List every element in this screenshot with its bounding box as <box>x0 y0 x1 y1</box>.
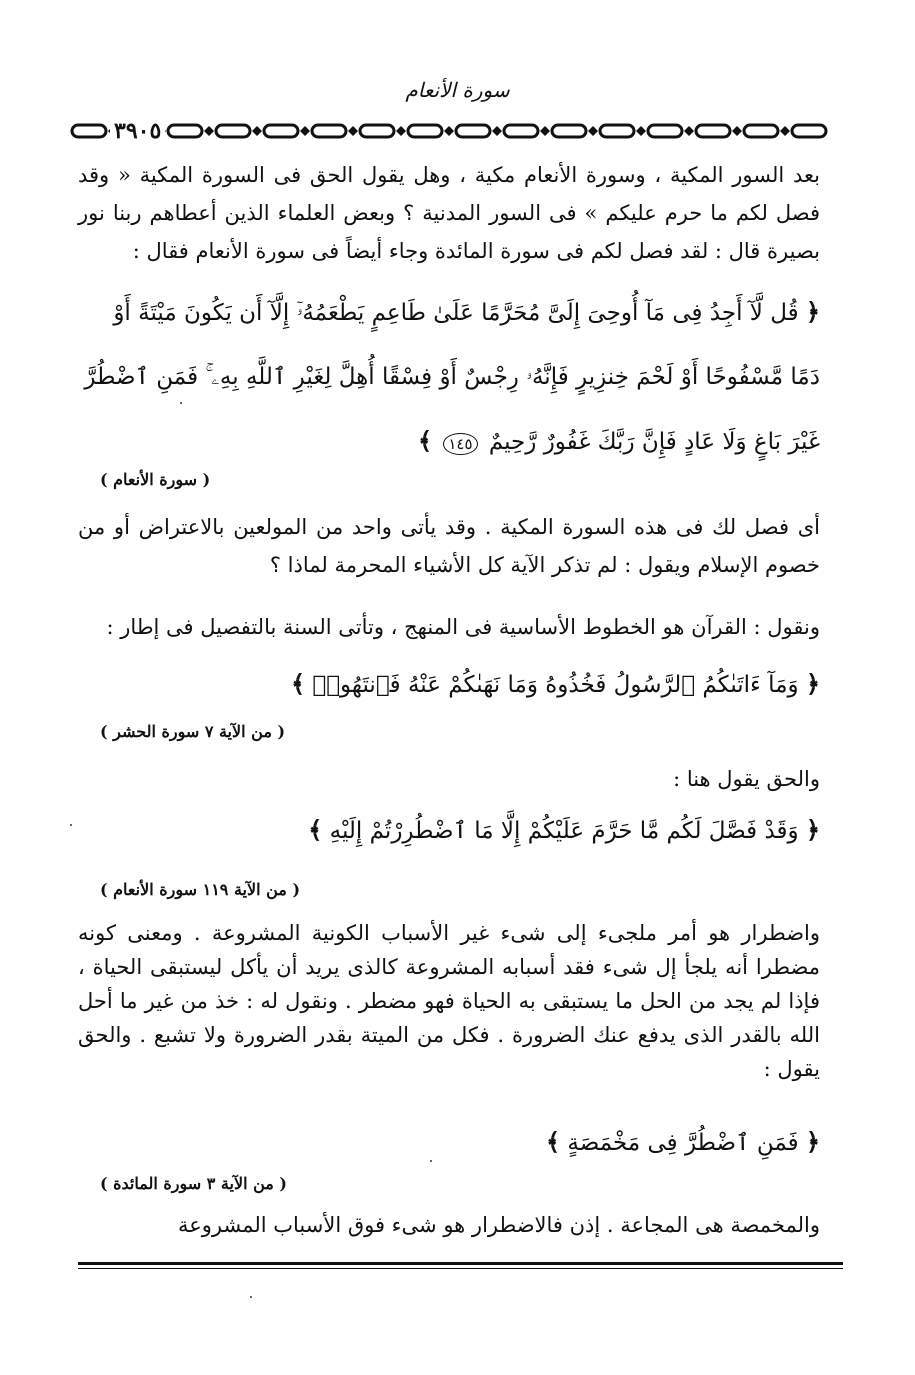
paragraph-4: والحق يقول هنا : <box>673 767 820 791</box>
quran-verse-4 <box>78 1122 820 1163</box>
ornament-link <box>600 125 634 137</box>
quran-verse-3 <box>78 810 820 851</box>
ornament-diamond <box>444 126 454 136</box>
verse-open-bracket: ﴿ <box>805 1127 820 1156</box>
ornament-diamond <box>588 126 598 136</box>
paragraph-6: والمخمصة هى المجاعة . إذن فالاضطرار هو شىء فوق الأسباب المشروعة <box>177 1213 820 1237</box>
verse-close-bracket: ﴾ <box>417 426 433 455</box>
verse-text: وَقَدْ فَصَّلَ لَكُم مَّا حَرَّمَ عَلَيْكُمْ إِلَّا مَا ٱضْطُرِرْتُمْ إِلَيْهِ <box>329 818 799 844</box>
verse-text: وَمَآ ءَاتَىٰكُمُ ٱلرَّسُولُ فَخُذُوهُ وَمَا نَهَىٰكُمْ عَنْهُ فَٱنتَهُوا۟ <box>312 672 799 698</box>
paragraph-2: أى فصل لك فى هذه السورة المكية . وقد يأتى واحد من المولعين بالاعتراض أو من خصوم الإسلام ويقول : لم تذكر الآية كل الأشياء المحرمة لماذا ؟ <box>78 515 820 577</box>
header-ornament-band <box>70 118 840 144</box>
ornament-link <box>456 125 490 137</box>
print-speck <box>180 402 182 404</box>
print-speck <box>430 1160 432 1162</box>
verse-close-bracket: ﴾ <box>291 669 306 698</box>
ornament-link <box>552 125 586 137</box>
verse-close-bracket: ﴾ <box>546 1127 561 1156</box>
ornament-diamond <box>732 126 742 136</box>
citation-1: ( سورة الأنعام ) <box>100 470 211 489</box>
ornament-link <box>744 125 778 137</box>
print-speck <box>70 824 72 826</box>
print-speck <box>250 1296 252 1298</box>
ornament-chain-icon <box>70 118 840 144</box>
surah-title: سورة الأنعام <box>405 78 510 102</box>
ornament-diamond <box>348 126 358 136</box>
citation-3: ( من الآية ١١٩ سورة الأنعام ) <box>100 880 301 899</box>
ornament-diamond <box>252 126 262 136</box>
ornament-link <box>216 125 250 137</box>
citation-2: ( من الآية ٧ سورة الحشر ) <box>100 722 286 741</box>
ornament-diamond <box>204 126 214 136</box>
ornament-diamond <box>636 126 646 136</box>
ornament-diamond <box>396 126 406 136</box>
ornament-diamond <box>492 126 502 136</box>
verse-open-bracket: ﴿ <box>805 815 820 844</box>
paragraph-5: واضطرار هو أمر ملجىء إلى شىء غير الأسباب الكونية المشروعة . ومعنى كونه مضطرا أنه يلجأ إل شىء فقد أسبابه المشروعة كالذى يريد أن يأكل ليستبقى الحياة ، فإذا لم يجد من الحل ما يستبقى به الحياة فهو مضطر . ونقول له : خذ من غير ما أحل الله بالقدر الذى يدفع عنك الضرورة . فكل من الميتة بقدر الضرورة ولا تشبع . والحق يقول : <box>78 921 820 1081</box>
ayah-number-marker: ١٤٥ <box>443 433 477 455</box>
ornament-link <box>648 125 682 137</box>
paragraph-1: بعد السور المكية ، وسورة الأنعام مكية ، وهل يقول الحق فى السورة المكية « وقد فصل لكم ما حرم عليكم » فى السور المدنية ؟ وبعض العلماء الذين أعطاهم ربنا نور بصيرة قال : لقد فصل لكم فى سورة المائدة وجاء أيضاً فى سورة الأنعام فقال : <box>78 163 820 263</box>
verse-open-bracket: ﴿ <box>805 297 820 326</box>
ornament-link <box>696 125 730 137</box>
page-number: ٣٩٠٥ <box>110 118 165 144</box>
paragraph-3: ونقول : القرآن هو الخطوط الأساسية فى المنهج ، وتأتى السنة بالتفصيل فى إطار : <box>106 615 820 639</box>
verse-text: قُل لَّآ أَجِدُ فِى مَآ أُوحِىَ إِلَىَّ مُحَرَّمًا عَلَىٰ طَاعِمٍ يَطْعَمُهُۥٓ إِلَّآ أَن يَكُونَ مَيْتَةً أَوْ دَمًا مَّسْفُوحًا أَوْ لَحْمَ خِنزِيرٍ فَإِنَّهُۥ رِجْسٌ أَوْ فِسْقًا أُهِلَّ لِغَيْرِ ٱللَّهِ بِهِۦ ۚ فَمَنِ ٱضْطُرَّ غَيْرَ بَاغٍ وَلَا عَادٍ فَإِنَّ رَبَّكَ غَفُورٌ رَّحِيمٌ <box>84 300 820 455</box>
quran-verse-1 <box>78 280 820 474</box>
ornament-link <box>408 125 442 137</box>
ornament-diamond <box>780 126 790 136</box>
ornament-link <box>168 125 202 137</box>
ornament-link <box>360 125 394 137</box>
bottom-rule-thin <box>78 1268 843 1269</box>
verse-open-bracket: ﴿ <box>805 669 820 698</box>
verse-text: فَمَنِ ٱضْطُرَّ فِى مَخْمَصَةٍ <box>567 1130 799 1156</box>
ornament-diamond <box>540 126 550 136</box>
ornament-link <box>792 125 826 137</box>
citation-4: ( من الآية ٣ سورة المائدة ) <box>100 1174 287 1193</box>
ornament-link <box>312 125 346 137</box>
ornament-diamond <box>684 126 694 136</box>
quran-verse-2 <box>78 664 820 705</box>
ornament-link <box>72 125 106 137</box>
verse-close-bracket: ﴾ <box>308 815 323 844</box>
ornament-link <box>504 125 538 137</box>
ornament-diamond <box>300 126 310 136</box>
ornament-link <box>264 125 298 137</box>
bottom-rule <box>78 1262 843 1265</box>
